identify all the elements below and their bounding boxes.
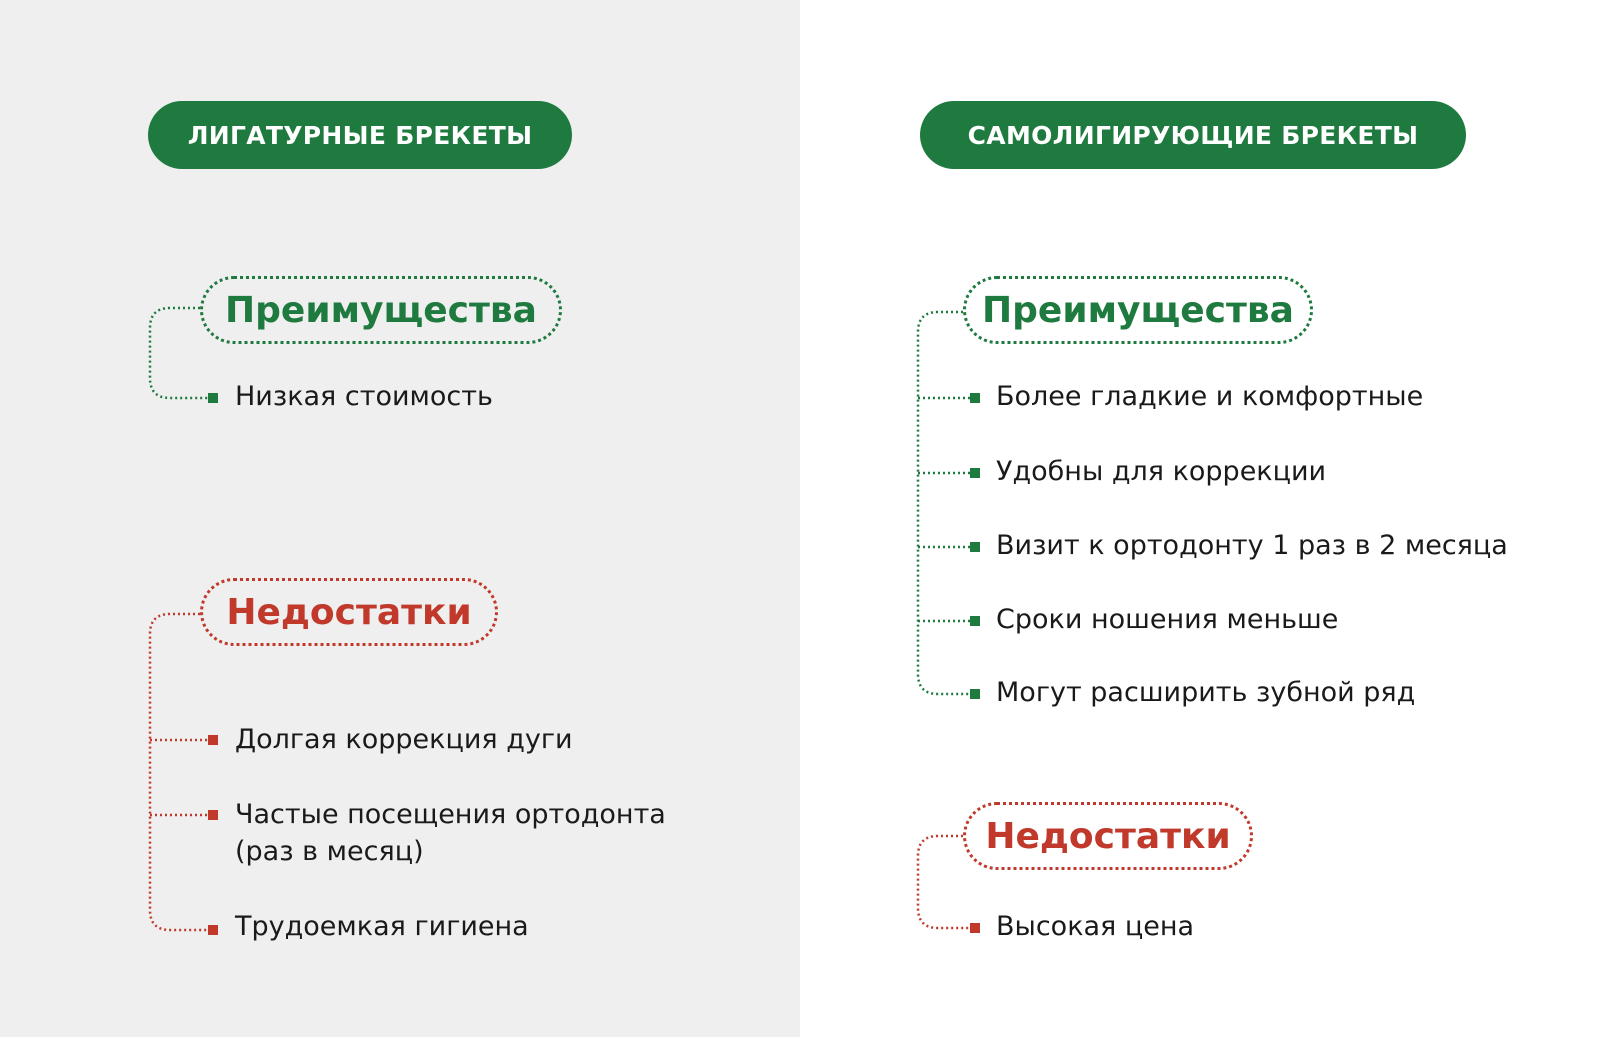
right-advantage-item-5: Могут расширить зубной ряд — [996, 677, 1416, 708]
right-disadvantage-item-1: Высокая цена — [996, 911, 1195, 942]
left-disadvantage-item-2-cont: (раз в месяц) — [235, 836, 424, 867]
left-disadvantages-label: Недостатки — [226, 591, 472, 633]
left-advantage-item-1: Низкая стоимость — [235, 381, 493, 412]
left-disadvantages-pill — [200, 578, 498, 646]
left-disadvantage-item-2: Частые посещения ортодонта — [235, 799, 666, 830]
left-title: ЛИГАТУРНЫЕ БРЕКЕТЫ — [187, 120, 533, 150]
left-advantages-pill — [200, 276, 562, 344]
right-advantage-item-1: Более гладкие и комфортные — [996, 381, 1424, 412]
left-disadvantage-item-1: Долгая коррекция дуги — [235, 724, 573, 755]
left-advantages-label: Преимущества — [225, 289, 537, 331]
right-advantages-label: Преимущества — [982, 289, 1294, 331]
right-disadvantages-pill — [963, 802, 1253, 870]
right-title: САМОЛИГИРУЮЩИЕ БРЕКЕТЫ — [967, 120, 1419, 150]
right-advantages-pill — [963, 276, 1313, 344]
right-title-pill — [920, 101, 1466, 169]
right-disadvantages-label: Недостатки — [985, 815, 1231, 857]
left-disadvantage-item-3: Трудоемкая гигиена — [235, 911, 529, 942]
right-advantage-item-4: Сроки ношения меньше — [996, 604, 1339, 635]
right-advantage-item-2: Удобны для коррекции — [996, 456, 1327, 487]
left-title-pill — [148, 101, 572, 169]
right-advantage-item-3: Визит к ортодонту 1 раз в 2 месяца — [996, 530, 1508, 561]
